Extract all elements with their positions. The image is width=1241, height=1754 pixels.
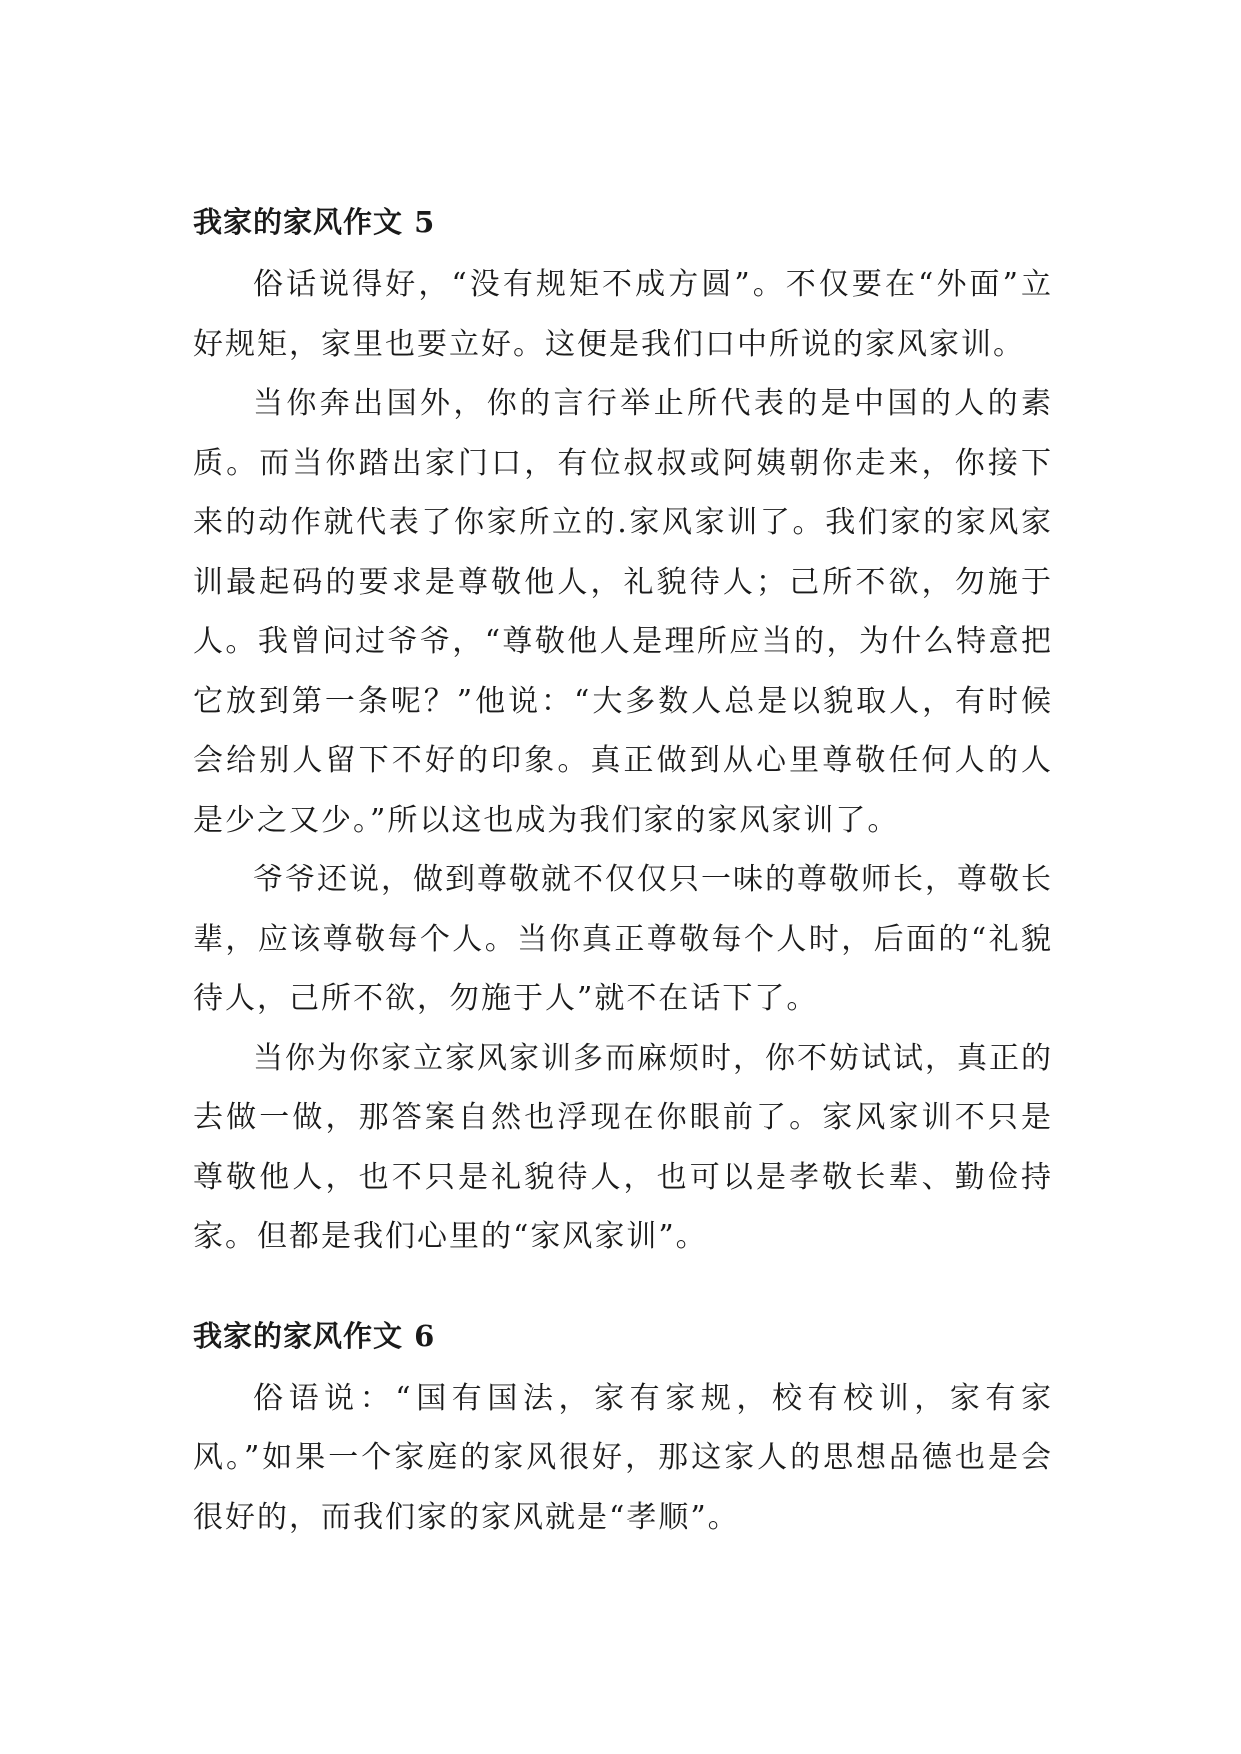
section-title: 我家的家风作文 6 <box>193 1318 436 1353</box>
paragraph: 俗语说：“国有国法，家有家规，校有校训，家有家风。”如果一个家庭的家风很好，那这家人的思想品德也是会很好的，而我们家的家风就是“孝顺”。 <box>193 1380 1053 1535</box>
essay-section-6 <box>193 1309 1053 1548</box>
document-page <box>193 195 1053 1547</box>
paragraph: 当你为你家立家风家训多而麻烦时，你不妨试试，真正的去做一做，那答案自然也浮现在你眼前了。家风家训不只是尊敬他人，也不只是礼貌待人，也可以是孝敬长辈、勤俭持家。但都是我们心里的“家风家训”。 <box>193 1040 1053 1254</box>
essay-section-5 <box>193 195 1053 1267</box>
paragraph: 俗话说得好，“没有规矩不成方圆”。不仅要在“外面”立好规矩，家里也要立好。这便是我们口中所说的家风家训。 <box>193 267 1053 362</box>
section-title: 我家的家风作文 5 <box>193 205 436 239</box>
paragraph: 爷爷还说，做到尊敬就不仅仅只一味的尊敬师长，尊敬长辈，应该尊敬每个人。当你真正尊敬每个人时，后面的“礼貌待人，己所不欲，勿施于人”就不在话下了。 <box>193 862 1053 1016</box>
paragraph: 当你奔出国外，你的言行举止所代表的是中国的人的素质。而当你踏出家门口，有位叔叔或阿姨朝你走来，你接下来的动作就代表了你家所立的.家风家训了。我们家的家风家训最起码的要求是尊敬他人，礼貌待人；己所不欲，勿施于人。我曾问过爷爷，“尊敬他人是理所应当的，为什么特意把它放到第一条呢？”他说：“大多数人总是以貌取人，有时候会给别人留下不好的印象。真正做到从心里尊敬任何人的人是少之又少。”所以这也成为我们家的家风家训了。 <box>193 386 1053 838</box>
